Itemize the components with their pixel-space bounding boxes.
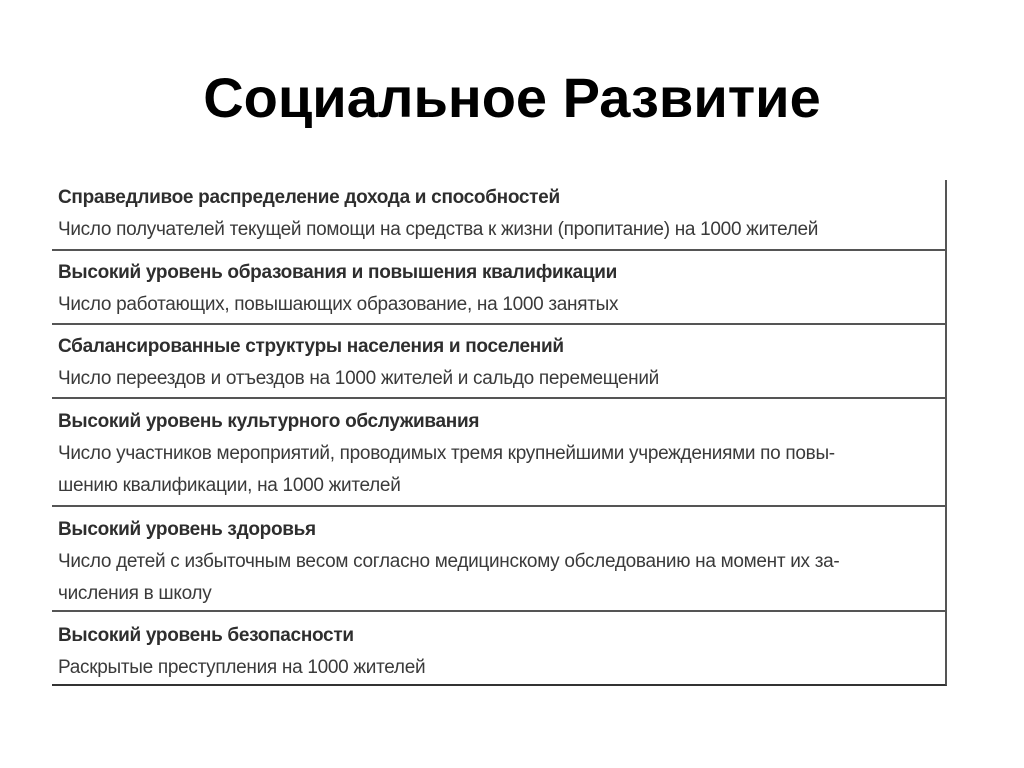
table-row: [52, 514, 947, 612]
row-heading: Справедливое распределение дохода и способностей: [58, 187, 560, 208]
row-heading: Сбалансированные структуры населения и поселений: [58, 336, 564, 357]
row-text: Число получателей текущей помощи на средства к жизни (пропитание) на 1000 жителей: [58, 219, 819, 240]
slide-title: Социальное Развитие: [203, 66, 821, 129]
row-text-line: шению квалификации, на 1000 жителей: [58, 475, 401, 496]
table-row: [52, 182, 947, 251]
table-row: [52, 620, 947, 686]
indicators-table: [52, 180, 947, 686]
row-heading: Высокий уровень здоровья: [58, 519, 316, 540]
row-text-line: Число участников мероприятий, проводимых тремя крупнейшими учреждениями по повы-: [58, 443, 835, 464]
table-row: [52, 406, 947, 507]
row-heading: Высокий уровень культурного обслуживания: [58, 411, 480, 432]
row-text: Число переездов и отъездов на 1000 жителей и сальдо перемещений: [58, 368, 659, 389]
row-text-line: Число детей с избыточным весом согласно медицинскому обследованию на момент их за-: [58, 551, 840, 572]
table-row: [52, 257, 947, 325]
row-text: Раскрытые преступления на 1000 жителей: [58, 657, 426, 678]
row-heading: Высокий уровень безопасности: [58, 625, 354, 646]
row-heading: Высокий уровень образования и повышения квалификации: [58, 262, 618, 283]
row-text: Число работающих, повышающих образование, на 1000 занятых: [58, 294, 619, 315]
row-text-line: числения в школу: [58, 583, 212, 604]
table-row: [52, 331, 947, 399]
